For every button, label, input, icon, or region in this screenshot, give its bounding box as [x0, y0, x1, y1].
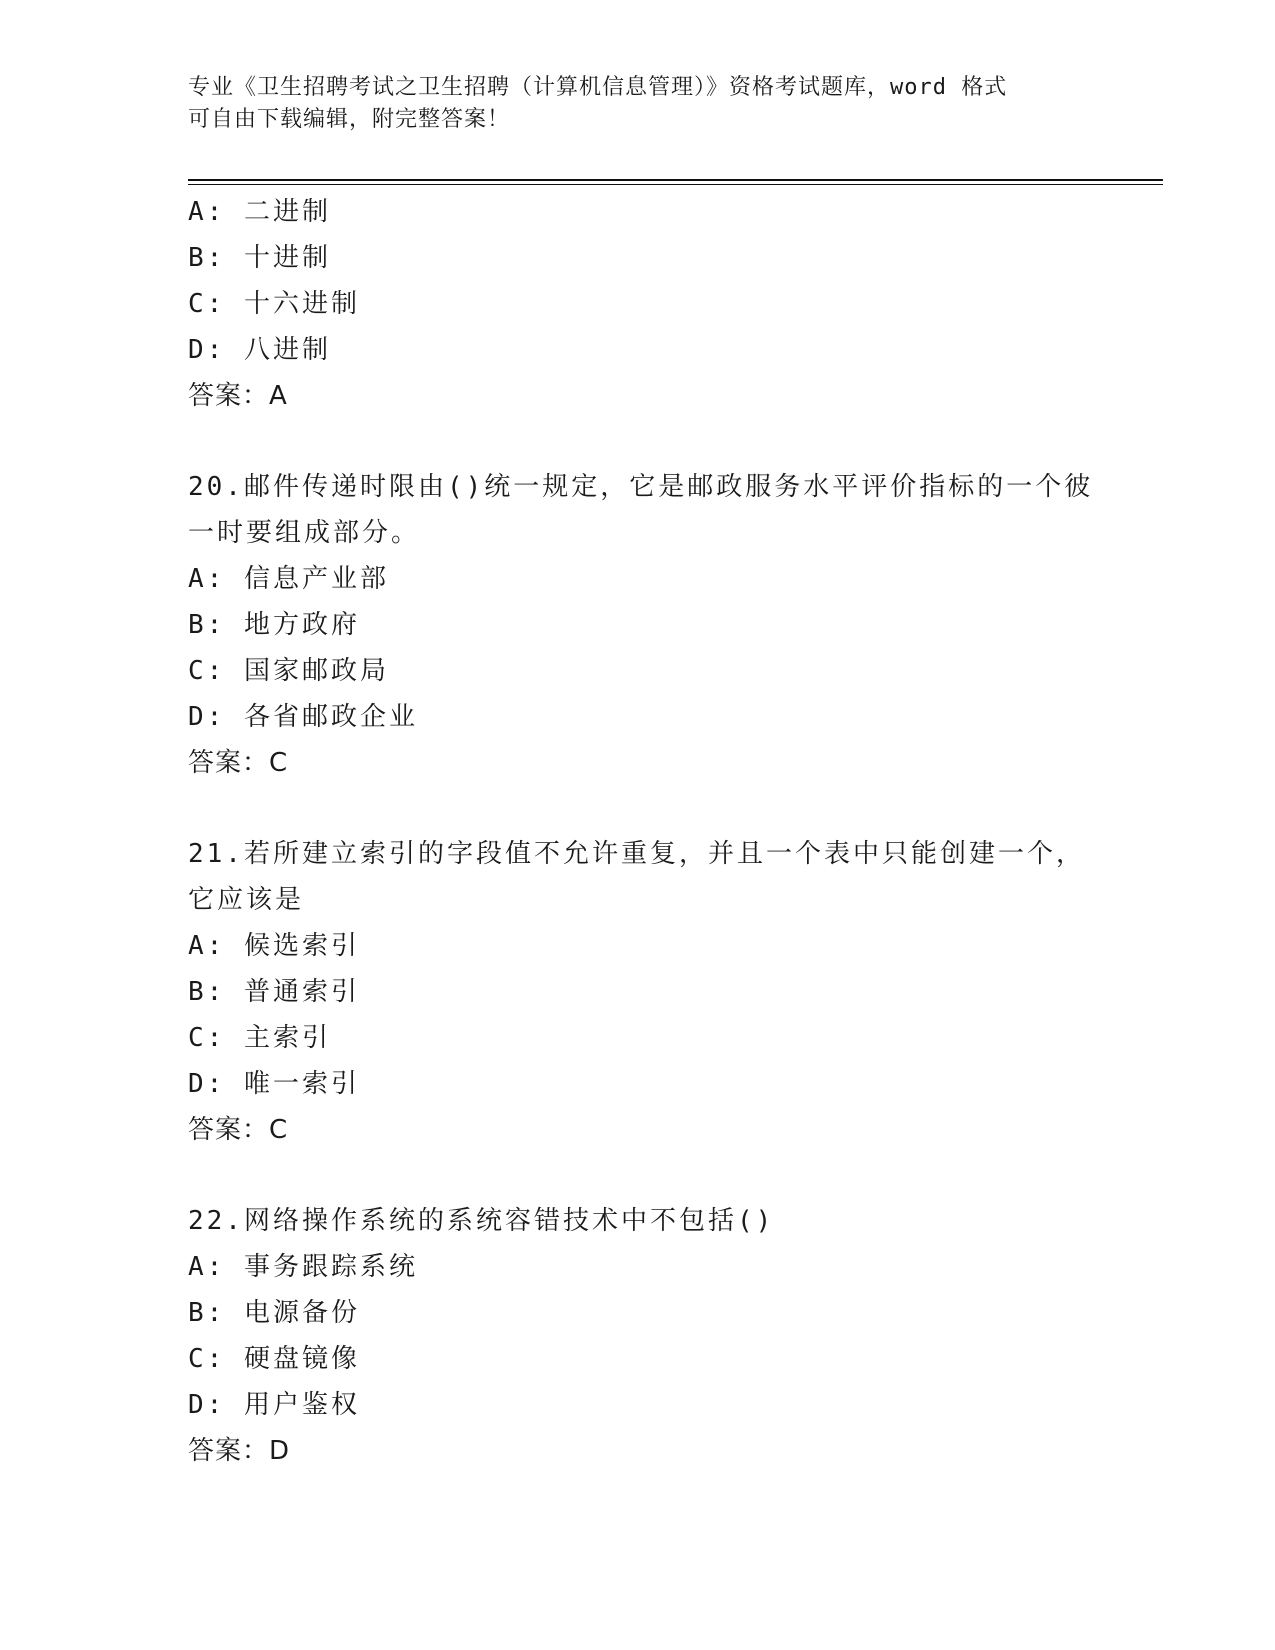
- option-a: A: 事务跟踪系统: [188, 1252, 418, 1282]
- answer: 答案：C: [188, 748, 289, 778]
- question-list: [188, 189, 1094, 1474]
- question-stem-line-1: 21.若所建立索引的字段值不允许重复，并且一个表中只能创建一个，: [188, 839, 1085, 869]
- header-line-1: 专业《卫生招聘考试之卫生招聘（计算机信息管理）》资格考试题库，word 格式: [188, 75, 1008, 100]
- question-stem-line-2: 它应该是: [188, 885, 305, 915]
- question-21: [188, 831, 1088, 1153]
- option-d: D: 唯一索引: [188, 1069, 360, 1099]
- answer: 答案：C: [188, 1115, 289, 1145]
- question-stem-line-2: 一时要组成部分。: [188, 518, 421, 548]
- option-c: C: 国家邮政局: [188, 656, 389, 686]
- question-stem-line-1: 22.网络操作系统的系统容错技术中不包括(): [188, 1206, 775, 1236]
- question-stem-line-1: 20.邮件传递时限由()统一规定，它是邮政服务水平评价指标的一个彼: [188, 472, 1094, 502]
- question-20: [188, 464, 1094, 786]
- question-22: [188, 1198, 1088, 1474]
- option-c: C: 十六进制: [188, 289, 360, 319]
- answer: 答案：D: [188, 1436, 291, 1466]
- option-d: D: 用户鉴权: [188, 1390, 360, 1420]
- option-b: B: 十进制: [188, 243, 331, 273]
- question-19: [188, 189, 1088, 419]
- option-b: B: 电源备份: [188, 1298, 360, 1328]
- option-a: A: 候选索引: [188, 931, 360, 961]
- option-d: D: 各省邮政企业: [188, 702, 418, 732]
- option-c: C: 主索引: [188, 1023, 331, 1053]
- option-b: B: 地方政府: [188, 610, 360, 640]
- header-rule-thin: [188, 184, 1163, 185]
- header-line-2: 可自由下载编辑，附完整答案！: [188, 107, 511, 132]
- option-b: B: 普通索引: [188, 977, 360, 1007]
- option-d: D: 八进制: [188, 335, 331, 365]
- answer: 答案：A: [188, 381, 288, 411]
- option-a: A: 信息产业部: [188, 564, 389, 594]
- option-c: C: 硬盘镜像: [188, 1344, 360, 1374]
- document-header: [188, 72, 1088, 136]
- header-rule-thick: [188, 179, 1163, 181]
- option-a: A: 二进制: [188, 197, 331, 227]
